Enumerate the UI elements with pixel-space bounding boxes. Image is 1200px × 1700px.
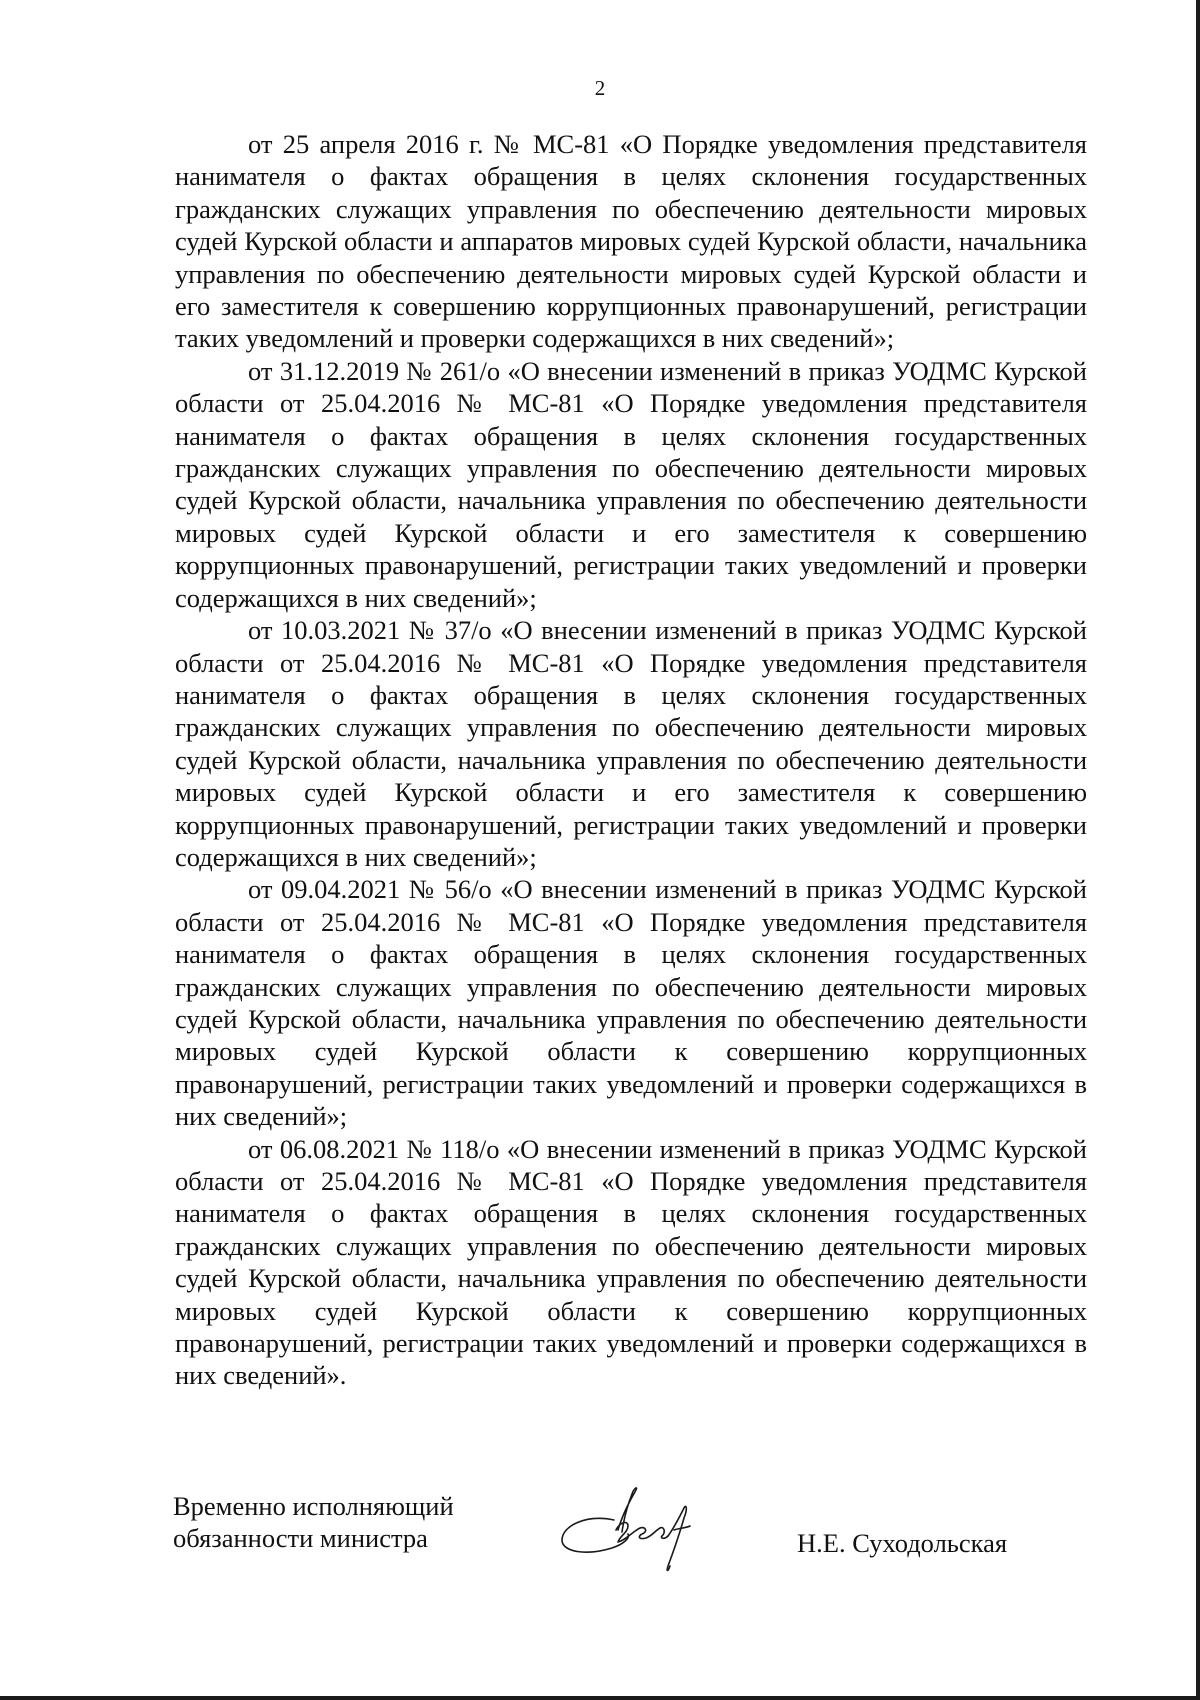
- page-number: 2: [594, 76, 606, 100]
- scan-edge-bottom: [0, 1696, 1200, 1700]
- signer-position-line-2: обязанности министра: [173, 1523, 428, 1553]
- document-body: [175, 128, 1087, 1392]
- paragraph-order-56: от 09.04.2021 № 56/о «О внесении изменений в приказ УОДМС Курской области от 25.04.2016 № МС-81 «О Порядке уведомления представителя нанимателя о фактах обращения в целях склонения государственных гражданских служащих управления по обеспечению деятельности мировых судей Курской области, начальника управления по обеспечению деятельности мировых судей Курской области к совершению коррупционных правонарушений, регистрации таких уведомлений и проверки содержащихся в них сведений»;: [175, 874, 1087, 1132]
- scan-edge-right: [1196, 0, 1200, 1700]
- paragraph-order-37: от 10.03.2021 № 37/о «О внесении изменений в приказ УОДМС Курской области от 25.04.2016 № МС-81 «О Порядке уведомления представителя нанимателя о фактах обращения в целях склонения государственных гражданских служащих управления по обеспечению деятельности мировых судей Курской области, начальника управления по обеспечению деятельности мировых судей Курской области и его заместителя к совершению коррупционных правонарушений, регистрации таких уведомлений и проверки содержащихся в них сведений»;: [175, 615, 1087, 872]
- signer-name: Н.Е. Суходольская: [797, 1528, 1008, 1558]
- signer-position: [173, 1490, 454, 1554]
- signer-position-line-1: Временно исполняющий: [173, 1491, 454, 1521]
- paragraph-order-ms-81: от 25 апреля 2016 г. № МС-81 «О Порядке уведомления представителя нанимателя о фактах обращения в целях склонения государственных гражданских служащих управления по обеспечению деятельности мировых судей Курской области и аппаратов мировых судей Курской области, начальника управления по обеспечению деятельности мировых судей Курской области и его заместителя к совершению коррупционных правонарушений, регистрации таких уведомлений и проверки содержащихся в них сведений»;: [175, 129, 1087, 354]
- handwritten-signature: [556, 1486, 726, 1580]
- paragraph-order-118: от 06.08.2021 № 118/о «О внесении изменений в приказ УОДМС Курской области от 25.04.2016 № МС-81 «О Порядке уведомления представителя нанимателя о фактах обращения в целях склонения государственных гражданских служащих управления по обеспечению деятельности мировых судей Курской области, начальника управления по обеспечению деятельности мировых судей Курской области к совершению коррупционных правонарушений, регистрации таких уведомлений и проверки содержащихся в них сведений».: [175, 1133, 1087, 1391]
- paragraph-order-261: от 31.12.2019 № 261/о «О внесении изменений в приказ УОДМС Курской области от 25.04.2016 № МС-81 «О Порядке уведомления представителя нанимателя о фактах обращения в целях склонения государственных гражданских служащих управления по обеспечению деятельности мировых судей Курской области, начальника управления по обеспечению деятельности мировых судей Курской области и его заместителя к совершению коррупционных правонарушений, регистрации таких уведомлений и проверки содержащихся в них сведений»;: [175, 355, 1087, 613]
